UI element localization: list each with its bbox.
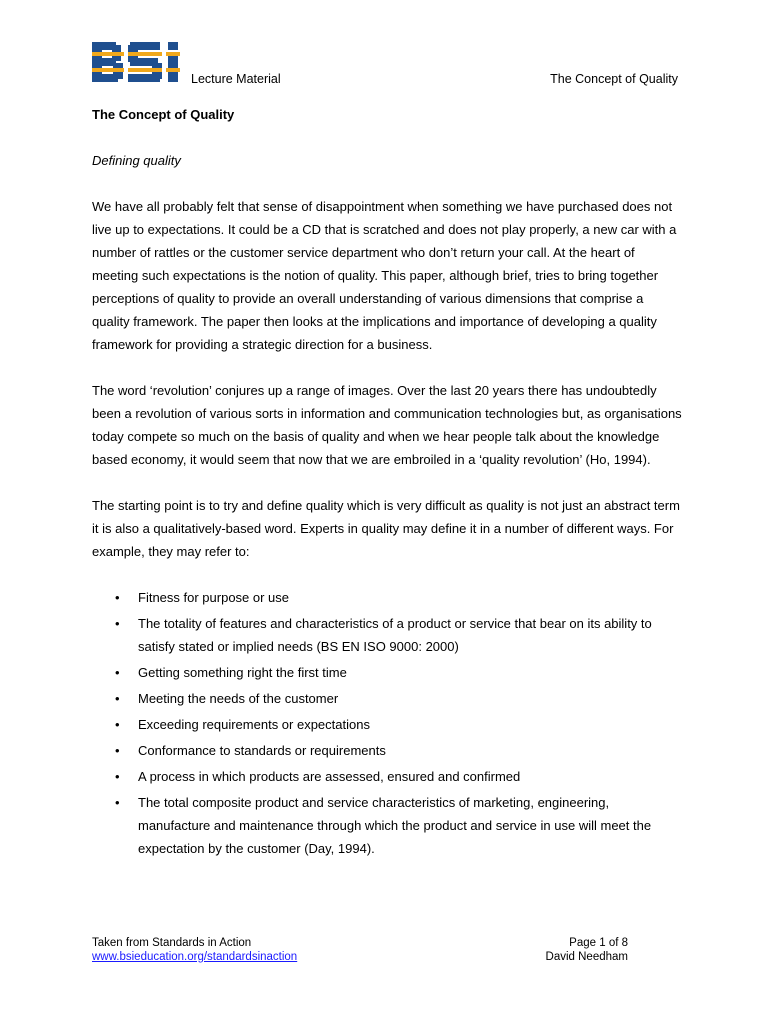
footer-source-text: Taken from Standards in Action xyxy=(92,937,252,949)
list-item xyxy=(92,739,682,762)
header-document-title: The Concept of Quality xyxy=(550,72,678,86)
paragraph-definition: The starting point is to try and define quality which is very difficult as quality is not just an abstract term it is also a qualitatively-based word. Experts in quality may define it in a number of different ways. For example, they may refer to: xyxy=(92,498,680,559)
list-item-text: Exceeding requirements or expectations xyxy=(138,717,370,732)
list-item-text: Fitness for purpose or use xyxy=(138,590,290,605)
paragraph-intro: We have all probably felt that sense of disappointment when something we have purchased does not live up to expectations. It could be a CD that is scratched and does not play properly, a new car with a number of rattles or the customer service department who don’t return your call. At the heart of meeting such expectations is the notion of quality. This paper, although brief, tries to bring together perceptions of quality to provide an overall understanding of various dimensions that comprise a quality framework. The paper then looks at the implications and importance of developing a quality framework for providing a strategic direction for a business. xyxy=(92,199,677,352)
footer-link[interactable]: www.bsieducation.org/standardsinaction xyxy=(92,951,298,963)
bullet-icon: • xyxy=(115,769,120,784)
list-item xyxy=(92,612,682,658)
list-item-text: The total composite product and service characteristics of marketing, engineering, manufacture and maintenance through which the product and service in use will meet the expectation by the customer (Day, 1994). xyxy=(138,795,652,856)
bullet-icon: • xyxy=(115,691,120,706)
list-item-text: Meeting the needs of the customer xyxy=(138,691,339,706)
list-item xyxy=(92,713,682,736)
footer-page-info xyxy=(546,936,628,964)
bullet-icon: • xyxy=(115,743,120,758)
footer-source xyxy=(92,936,297,964)
list-item-text: Getting something right the first time xyxy=(138,665,347,680)
bullet-icon: • xyxy=(115,590,120,605)
list-item xyxy=(92,765,682,788)
list-item xyxy=(92,661,682,684)
bsi-logo-graphic xyxy=(92,42,190,84)
page-header xyxy=(92,42,678,88)
document-body xyxy=(92,103,682,863)
quality-definitions-list xyxy=(92,586,682,860)
author-name: David Needham xyxy=(545,951,628,963)
list-item xyxy=(92,687,682,710)
section-subtitle: Defining quality xyxy=(92,153,181,168)
page-number: Page 1 of 8 xyxy=(569,937,628,949)
bullet-icon: • xyxy=(115,665,120,680)
bullet-icon: • xyxy=(115,795,120,810)
bullet-icon: • xyxy=(115,717,120,732)
bullet-icon: • xyxy=(115,616,120,631)
paragraph-revolution: The word ‘revolution’ conjures up a range of images. Over the last 20 years there has undoubtedly been a revolution of various sorts in information and communication technologies but, as organisations today compete so much on the basis of quality and when we hear people talk about the knowledge based economy, it would seem that now that we are embroiled in a ‘quality revolution’ (Ho, 1994). xyxy=(92,383,682,467)
list-item-text: A process in which products are assessed, ensured and confirmed xyxy=(138,769,521,784)
document-title: The Concept of Quality xyxy=(92,107,235,122)
list-item xyxy=(92,586,682,609)
list-item xyxy=(92,791,682,860)
list-item-text: The totality of features and characteristics of a product or service that bear on its ability to satisfy stated or implied needs (BS EN ISO 9000: 2000) xyxy=(138,616,652,654)
list-item-text: Conformance to standards or requirements xyxy=(138,743,386,758)
header-lecture-label: Lecture Material xyxy=(191,72,281,86)
bsi-logo xyxy=(92,42,190,84)
